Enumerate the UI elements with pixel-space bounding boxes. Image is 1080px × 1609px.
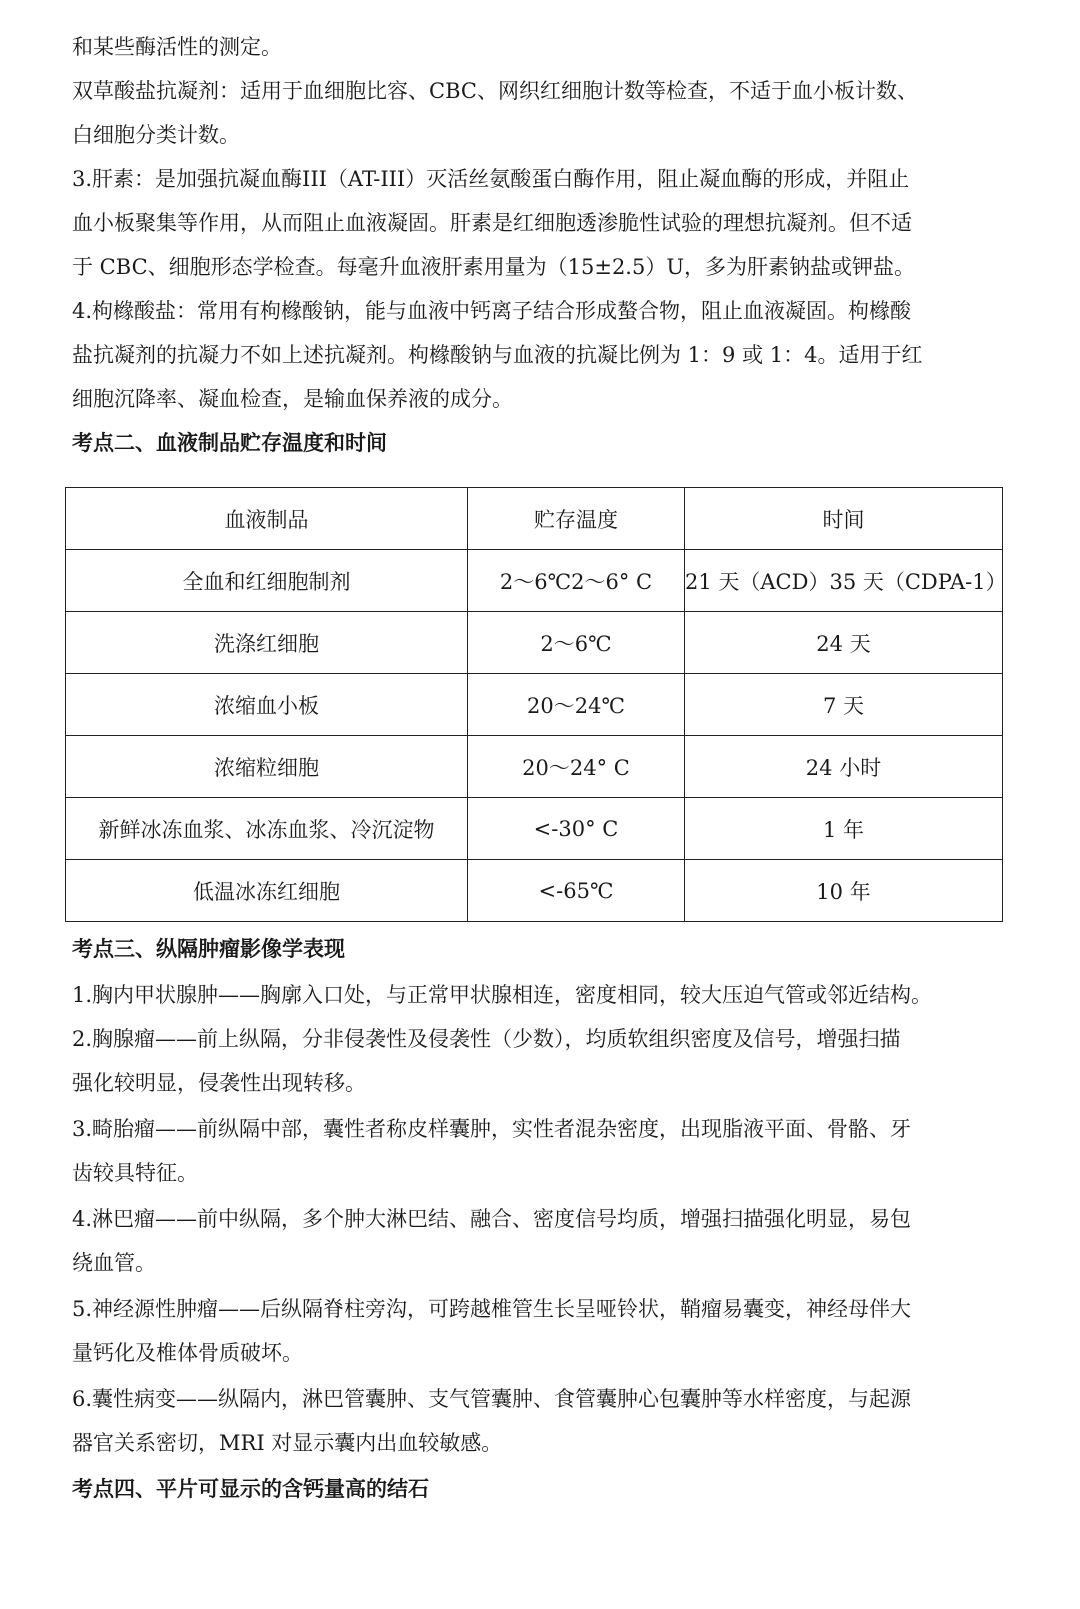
table-row xyxy=(66,674,1003,736)
table-row xyxy=(66,550,1003,612)
table-cell: 1 年 xyxy=(685,798,1003,860)
table-cell: 7 天 xyxy=(685,674,1003,736)
table-cell: 全血和红细胞制剂 xyxy=(66,550,468,612)
paragraph-line: 6.囊性病变——纵隔内，淋巴管囊肿、支气管囊肿、食管囊肿心包囊肿等水样密度，与起源 xyxy=(72,1387,912,1411)
table-cell: 20～24° C xyxy=(468,736,685,798)
paragraph-line: 于 CBC、细胞形态学检查。每毫升血液肝素用量为（15±2.5）U，多为肝素钠盐或钾盐。 xyxy=(72,255,916,279)
paragraph-line: 3.肝素：是加强抗凝血酶III（AT-III）灭活丝氨酸蛋白酶作用，阻止凝血酶的形成，并阻止 xyxy=(72,167,910,191)
paragraph-line: 量钙化及椎体骨质破坏。 xyxy=(72,1341,303,1365)
table-cell: 20～24℃ xyxy=(468,674,685,736)
paragraph-line: 5.神经源性肿瘤——后纵隔脊柱旁沟，可跨越椎管生长呈哑铃状，鞘瘤易囊变，神经母伴大 xyxy=(72,1297,912,1321)
table-cell: 24 天 xyxy=(685,612,1003,674)
section-heading: 考点四、平片可显示的含钙量高的结石 xyxy=(72,1477,429,1501)
paragraph-line: 血小板聚集等作用，从而阻止血液凝固。肝素是红细胞透渗脆性试验的理想抗凝剂。但不适 xyxy=(72,211,912,235)
paragraph-line: 齿较具特征。 xyxy=(72,1161,198,1185)
table-cell: 浓缩血小板 xyxy=(66,674,468,736)
paragraph-line: 4.淋巴瘤——前中纵隔，多个肿大淋巴结、融合、密度信号均质，增强扫描强化明显，易包 xyxy=(72,1207,912,1231)
table-cell: <-65℃ xyxy=(468,860,685,922)
table-cell: <-30° C xyxy=(468,798,685,860)
table-header-cell: 贮存温度 xyxy=(468,488,685,550)
table-row xyxy=(66,798,1003,860)
table-row xyxy=(66,860,1003,922)
table-cell: 2～6℃2～6° C xyxy=(468,550,685,612)
paragraph-line: 细胞沉降率、凝血检查，是输血保养液的成分。 xyxy=(72,387,513,411)
paragraph-line: 双草酸盐抗凝剂：适用于血细胞比容、CBC、网织红细胞计数等检查，不适于血小板计数、 xyxy=(72,79,918,103)
table-header-row xyxy=(66,488,1003,550)
paragraph-line: 白细胞分类计数。 xyxy=(72,123,240,147)
table-cell: 新鲜冰冻血浆、冰冻血浆、冷沉淀物 xyxy=(66,798,468,860)
paragraph-line: 1.胸内甲状腺肿——胸廓入口处，与正常甲状腺相连，密度相同，较大压迫气管或邻近结构。 xyxy=(72,983,933,1007)
table-cell: 21 天（ACD）35 天（CDPA-1） xyxy=(685,550,1003,612)
table-cell: 低温冰冻红细胞 xyxy=(66,860,468,922)
table-header-cell: 时间 xyxy=(685,488,1003,550)
paragraph-line: 器官关系密切，MRI 对显示囊内出血较敏感。 xyxy=(72,1431,503,1455)
paragraph-line: 强化较明显，侵袭性出现转移。 xyxy=(72,1071,366,1095)
paragraph-line: 3.畸胎瘤——前纵隔中部，囊性者称皮样囊肿，实性者混杂密度，出现脂液平面、骨骼、牙 xyxy=(72,1117,912,1141)
table-row xyxy=(66,736,1003,798)
table-row xyxy=(66,612,1003,674)
section-heading: 考点二、血液制品贮存温度和时间 xyxy=(72,431,387,455)
table-cell: 2～6℃ xyxy=(468,612,685,674)
section-heading: 考点三、纵隔肿瘤影像学表现 xyxy=(72,937,345,961)
table-header-cell: 血液制品 xyxy=(66,488,468,550)
table-cell: 浓缩粒细胞 xyxy=(66,736,468,798)
table-cell: 10 年 xyxy=(685,860,1003,922)
paragraph-line: 4.枸橼酸盐：常用有枸橼酸钠，能与血液中钙离子结合形成螯合物，阻止血液凝固。枸橼酸 xyxy=(72,299,912,323)
paragraph-line: 和某些酶活性的测定。 xyxy=(72,35,282,59)
table-cell: 24 小时 xyxy=(685,736,1003,798)
blood-storage-table xyxy=(65,487,1007,922)
table-cell: 洗涤红细胞 xyxy=(66,612,468,674)
paragraph-line: 盐抗凝剂的抗凝力不如上述抗凝剂。枸橼酸钠与血液的抗凝比例为 1：9 或 1：4。适用于红 xyxy=(72,343,923,367)
paragraph-line: 2.胸腺瘤——前上纵隔，分非侵袭性及侵袭性（少数），均质软组织密度及信号，增强扫描 xyxy=(72,1027,901,1051)
paragraph-line: 绕血管。 xyxy=(72,1251,156,1275)
